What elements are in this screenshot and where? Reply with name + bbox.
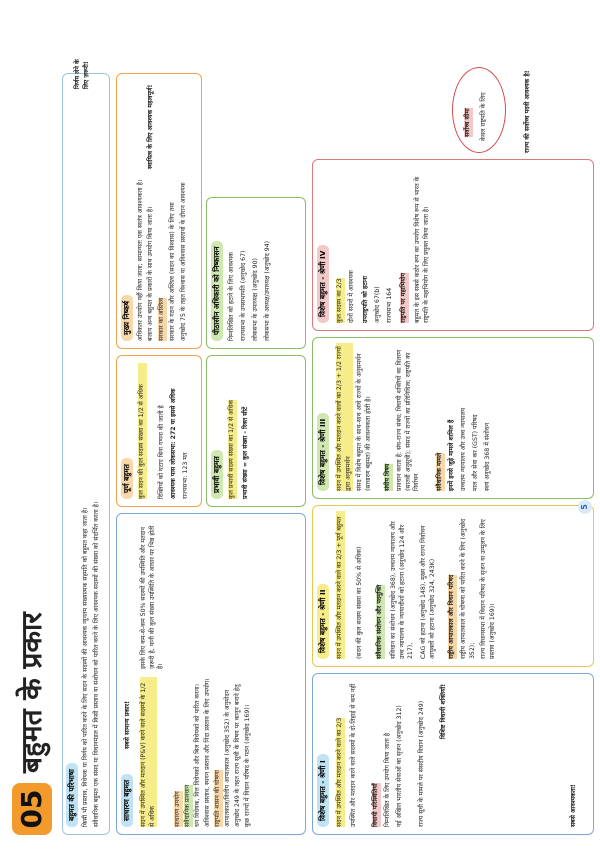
simple-majority-rule: सदन में उपस्थित और मतदान (P&V) करने वाले सदस्यों के 1/2 से अधिक	[140, 677, 157, 827]
special-1-item-3: राज्य सूची के मामले पर संसदीय विधान (अनुच्छेद 249)	[418, 700, 425, 827]
special-4-line-1: कुल सदस्य का 2/3	[336, 278, 343, 323]
special-1-item-1: निम्नलिखित के लिए उपयोग किया जाता है	[384, 732, 391, 827]
usage-line-3: सरकार का अस्तित्व	[158, 297, 165, 341]
absolute-line-3: आवश्यक पास लोकसभा: 272 या इससे अधिक	[170, 388, 177, 499]
presiding-line-4: लोकसभा के अध्यक्ष/उपाध्यक्ष (अनुच्छेद 94)	[264, 240, 271, 341]
simple-majority-note: इसके लिए कम-से-कम 50% सदस्यों की उपस्थिति और मतदान ज़रूरी है, यानी की कुल संख्या उपस्थिति के आधार पर भिन्न होती है।	[140, 525, 165, 669]
simple-majority-heading: साधारण बहुमत	[121, 774, 133, 827]
special-3-item-1: प्रावधान करता है: संघ-राज्य संबंध; विधायी शक्तियों का वितरण (सातवीं अनुसूची); संसद में राज्यों का प्रतिनिधित्व; राष्ट्रपति का निर्वाचन	[396, 349, 421, 491]
supreme-limit-text: केवल राष्ट्रपति के लिए	[480, 92, 487, 141]
special-4-heading: विशेष बहुमत - श्रेणी IV	[317, 245, 329, 323]
simple-majority-tag: सबसे सामान्य प्रकार!	[124, 701, 131, 749]
absolute-line-4: राज्यसभा: 123 मत	[182, 452, 189, 499]
absolute-majority-heading: पूर्ण बहुमत	[121, 458, 133, 499]
special-1-line-2: उपस्थित और मतदान करने वाले सदस्यों के दो-तिहाई से कम नहीं	[350, 683, 357, 827]
definition-side-note-2: लिए ज़रूरी!	[83, 61, 90, 89]
special-2-item-5: राज्य विधानसभा में विधान परिषद के सृजन या उन्मूलन के लिए प्रस्ताव (अनुच्छेद 169)।	[480, 519, 496, 659]
effective-majority-heading: प्रभावी बहुमत	[211, 450, 223, 499]
special-3-sub: संघीय विषय	[384, 463, 391, 491]
presiding-line-1: निम्नलिखित को हटाने के लिए आवश्यक	[228, 252, 235, 341]
absolute-line-2: रिक्तियों को घटाए बिना गणना की जाती है	[158, 405, 165, 499]
special-2-item-4: राष्ट्रीय आपातकाल के घोषणा को पारित करने के लिए (अनुच्छेद 352);	[460, 518, 476, 659]
special-4-item-1: उपराष्ट्रपति को हटाना	[362, 275, 369, 323]
special-1-item-2: नई अखिल भारतीय सेवाओं का सृजन (अनुच्छेद 312)	[396, 705, 403, 827]
chapter-number: 05	[12, 783, 52, 835]
definition-line-1: किसी भी प्रस्ताव, विधेयक या निर्णय को पारित करने के लिए सदन के सदस्यों की आवश्यक न्यूनतम संख्यात्मक सहमति को बहुमत कहा जाता है।	[82, 507, 89, 827]
special-3-heading: विशेष बहुमत - श्रेणी III	[317, 413, 329, 491]
definition-heading: बहुमत की परिभाषा	[66, 763, 78, 827]
special-3-item-2: संवैधानिक मामले	[436, 452, 443, 491]
supreme-limit-title: सर्वोच्च सीमा	[464, 108, 471, 137]
usage-line-1: अधिकतर उपयोग नहीं किया जाता; सामान्यतः एक स्वतंत्र आवश्यकता है।	[137, 179, 144, 341]
special-4-tag: राज्य की सर्वोच्च पदवी आवश्यक है!	[524, 70, 531, 153]
special-1-tag: विशिष्ट विधायी शक्तियाँ!	[440, 683, 447, 739]
special-2-item-3: राष्ट्रीय आपातकाल और विधान परिषद	[448, 574, 455, 659]
special-1-sub: विधायी परिस्थितियाँ	[372, 783, 379, 827]
special-3-item-6: स्वयं अनुच्छेद 368 में संशोधन	[484, 422, 491, 491]
special-2-item-1: संविधान का संशोधन (अनुच्छेद 368), उच्चतम न्यायालय और उच्च न्यायालय के न्यायाधीशों को हटाना (अनुच्छेद 124 और 217),	[390, 521, 415, 659]
usage-tag: स्थायित्व के लिए आवश्यक महत्वपूर्ण!	[147, 84, 154, 169]
special-4-item-4: राष्ट्रपति पर महाभियोग	[400, 273, 407, 323]
presiding-line-2: राज्यसभा के उपसभापति (अनुच्छेद 67)	[240, 250, 247, 341]
definition-side-note-1: निर्णय लेने के	[74, 59, 81, 89]
usage-line-4: सरकार के गठन और अस्तित्व (सदन का विश्वास) के लिए तथा	[169, 202, 176, 341]
special-2-item-2: CAG को हटाना (अनुच्छेद 148), मुख्य और राज्य निर्वाचन आयुक्तों को हटाना (अनुच्छेद 324, 243K)	[420, 525, 436, 659]
special-3-line-1: सदन में उपस्थित और मतदान करने वालों का 2/3 + 1/2 राज्यों द्वारा अनुसमर्थन	[336, 343, 353, 491]
effective-line-2: प्रभावी संख्या = कुल संख्या - रिक्त सीटें	[242, 406, 249, 499]
special-4-line-2: दोनों सदनों में आवश्यक	[348, 270, 355, 323]
absolute-line-1: कुल सदन की कुल सदस्य संख्या का 1/2 से अधिक	[138, 363, 147, 499]
chapter-title: बहुमत के प्रकार	[15, 612, 48, 773]
page-number: 5	[578, 500, 592, 514]
simple-use-3: धन विधेयक, वित्त विधेयकों और बिल विधेयकों को पारित करना।	[194, 684, 201, 827]
special-2-line-2: (सदन की कुल सदस्य संख्या का 50% से अधिक)	[356, 546, 363, 659]
effective-line-1: कुल प्रभावी सदस्य संख्या का 1/2 से अधिक	[228, 399, 235, 499]
simple-use-4: अविश्वास प्रस्ताव, स्थगन प्रस्ताव और निंदा प्रस्ताव के लिए उपयोग।	[204, 678, 211, 827]
simple-use-5: राष्ट्रपति शासन की घोषणा	[214, 770, 221, 827]
simple-use-2: संवैधानिक प्रावधान	[184, 784, 191, 827]
special-2-heading: विशेष बहुमत - श्रेणी II	[317, 584, 329, 659]
simple-use-1: साधारण उपयोग	[174, 791, 181, 827]
special-3-item-5: माल और सेवा कर (GST) परिषद	[472, 414, 479, 491]
presiding-removal-heading: पीठासीन अधिकारी को निष्कासन	[211, 241, 223, 341]
simple-use-8: कुछ राज्यों में विधान परिषद के गठन (अनुच्छेद 169)।	[244, 704, 251, 827]
special-1-heading: विशेष बहुमत - श्रेणी I	[317, 754, 329, 827]
special-1-bottom-tag: सबसे आवश्यकता!	[570, 784, 577, 827]
usage-line-2: बजाय अन्य बहुमत के प्रकारों के साथ उपयोग किया जाता है।	[147, 206, 154, 341]
usage-heading: मुख्य निष्कर्ष	[121, 295, 133, 341]
presiding-line-3: लोकसभा के उपाध्यक्ष (अनुच्छेद 90)	[252, 258, 259, 341]
special-3-item-3: इनमें इनसे जुड़े मामले शामिल हैं	[448, 419, 455, 491]
special-2-line-1: सदन में उपस्थित और मतदान करने वाले का 2/3 + पूर्ण बहुमत	[336, 511, 345, 659]
special-2-tag: संवैधानिक संशोधन और पदमुक्ति	[376, 584, 383, 659]
special-3-line-2: संसद में विशेष बहुमत के साथ-साथ आधे राज्यों के अनुसमर्थन (साधारण बहुमत) की आवश्यकता होती है।	[356, 353, 372, 491]
usage-line-5: अनुच्छेद 75 के तहत विश्वास या अविश्वास प्रस्तावों के दौरान आवश्यक	[180, 182, 187, 341]
special-1-line-1: सदन में उपस्थित और मतदान करने वाले का 2/3	[336, 717, 343, 827]
simple-use-7: अनुच्छेद 249 के तहत राज्य सूची के विषय पर कानून बनाने हेतु	[234, 684, 241, 827]
special-4-item-5: बहुमत के इस सबसे कठोर रूप का उपयोग विशेष रूप से भारत के राष्ट्रपति के महाभियोग के लिए प्रयुक्त किया जाता है।	[414, 176, 430, 323]
special-4-item-3: राज्यसभा 164	[386, 287, 393, 323]
definition-line-2: संवैधानिक बहुमत एक संसद या विधानमंडल में किसी प्रस्ताव या संशोधन को पारित करने के लिए आवश्यक सदस्यों की संख्या को संदर्भित करता है।	[93, 501, 100, 827]
special-3-item-4: उच्चतम न्यायालय और उच्च न्यायालय	[460, 407, 467, 491]
supreme-limit-oval	[452, 67, 506, 153]
special-4-item-2: अनुच्छेद 67(b)	[374, 286, 381, 323]
simple-use-6: आपातकाल/वित्तीय आपातकाल (अनुच्छेद 352) के अनुमोदन	[224, 689, 231, 827]
